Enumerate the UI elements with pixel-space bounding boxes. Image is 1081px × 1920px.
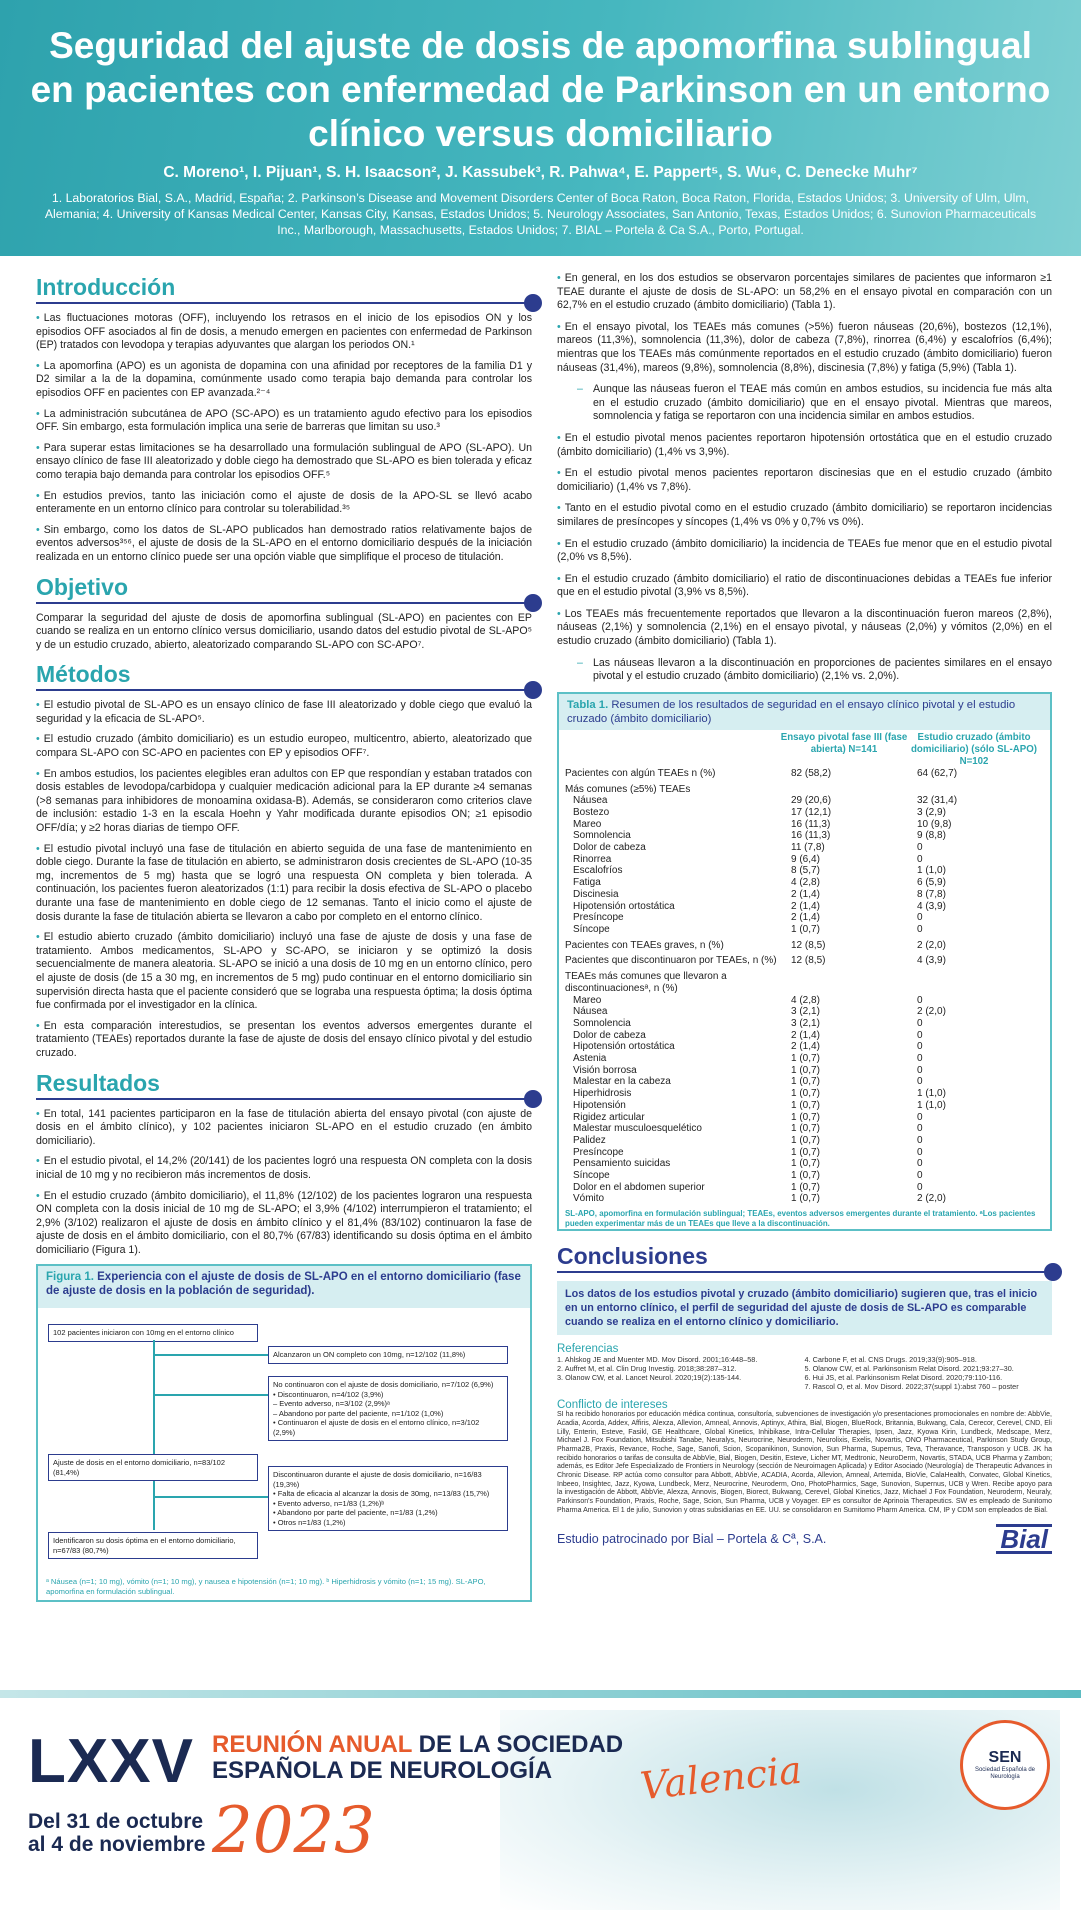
table-row — [559, 830, 1050, 842]
sen-logo-subtext: Sociedad Española de Neurología — [974, 1767, 1036, 1780]
table-row — [559, 877, 1050, 889]
table-cell: Somnolencia — [573, 1017, 631, 1029]
table-cell: 4 (2,8) — [791, 877, 820, 889]
table-cell: 4 (2,8) — [791, 994, 820, 1006]
flow-box-optimal-dose: Identificaron su dosis óptima en el entorno domiciliario, n=67/83 (80,7%) — [48, 1532, 258, 1559]
table-cell: Presíncope — [573, 912, 624, 924]
table-cell: Más comunes (≥5%) TEAEs — [565, 783, 691, 795]
table-caption-text: Resumen de los resultados de seguridad en el ensayo clínico pivotal y el estudio cruzado (ámbito domiciliario) — [567, 698, 1016, 725]
table-row — [559, 1193, 1050, 1205]
table-cell: Malestar musculoesquelético — [573, 1123, 702, 1135]
author-list: C. Moreno¹, I. Pijuan¹, S. H. Isaacson², J. Kassubek³, R. Pahwa⁴, E. Pappert⁵, S. Wu⁶, C. Denecke Muhr⁷ — [163, 164, 918, 181]
table-cell — [779, 784, 909, 796]
reference-item: 1. Ahlskog JE and Muenter MD. Mov Disord. 2001;16:448–58. — [557, 1355, 758, 1365]
table-cell: Bostezo — [573, 806, 610, 818]
section-divider — [36, 1098, 532, 1100]
congress-year: 2023 — [212, 1794, 375, 1868]
table-row — [559, 1088, 1050, 1100]
objective-text: Comparar la seguridad del ajuste de dosis de apomorfina sublingual (SL-APO) en pacientes con EP cuando se realiza en un entorno clínico versus domiciliario, usando datos del estudio pivotal de SL-APO⁵ y de un estudio cruzado, abierto, aleatorizado comparando SL-APO con SC-APO⁷. — [36, 611, 532, 651]
table-row — [559, 924, 1050, 936]
results-paragraph: – Las náuseas llevaron a la discontinuación en proporciones de pacientes similares en el ensayo pivotal y el estudio cruzado (ámbito domiciliario) (2,1% vs. 2,0%). — [557, 657, 1052, 684]
reference-item: 3. Olanow CW, et al. Lancet Neurol. 2020;19(2):135-144. — [557, 1373, 742, 1383]
results-section — [36, 1068, 532, 1258]
table-cell: 0 — [917, 923, 923, 935]
sen-logo — [960, 1720, 1050, 1810]
table-cell: 0 — [917, 1041, 923, 1053]
table-row — [559, 1100, 1050, 1112]
table-cell: 9 (8,8) — [917, 830, 946, 842]
table-cell: Astenia — [573, 1053, 607, 1065]
conclusions-heading: Conclusiones — [557, 1243, 708, 1270]
table-cell: 2 (2,0) — [917, 939, 946, 951]
table-cell: 3 (2,9) — [917, 806, 946, 818]
table-cell: Dolor en el abdomen superior — [573, 1181, 705, 1193]
flow-box-home-titration: Ajuste de dosis en el entorno domiciliario, n=83/102 (81,4%) — [48, 1454, 258, 1481]
table-row — [559, 995, 1050, 1007]
congress-city: Valencia — [638, 1747, 804, 1809]
table-row — [559, 912, 1050, 924]
results-continued — [557, 272, 1052, 684]
references-heading: Referencias — [557, 1343, 619, 1356]
table-row — [559, 807, 1050, 819]
reference-item: 2. Auffret M, et al. Clin Drug Investig. 2018;38:287–312. — [557, 1364, 737, 1374]
references-list — [557, 1355, 1052, 1391]
table-cell: 2 (1,4) — [791, 912, 820, 924]
table-row — [559, 971, 1050, 994]
table-cell: 0 — [917, 1053, 923, 1065]
reference-item: 4. Carbone F, et al. CNS Drugs. 2019;33(9):905–918. — [804, 1355, 977, 1365]
sponsor-text: Estudio patrocinado por Bial – Portela & Cª, S.A. — [557, 1531, 827, 1546]
table-row — [559, 1135, 1050, 1147]
table-row — [559, 1112, 1050, 1124]
table-cell: 0 — [917, 1181, 923, 1193]
section-divider — [557, 1271, 1052, 1273]
table-cell: 0 — [917, 853, 923, 865]
table-cell: 1 (0,7) — [791, 1134, 820, 1146]
table-cell: Somnolencia — [573, 830, 631, 842]
table-row — [559, 1076, 1050, 1088]
table-header-empty — [559, 732, 779, 768]
table-cell: 1 (1,0) — [917, 1088, 946, 1100]
table-row — [559, 819, 1050, 831]
table-row — [559, 1170, 1050, 1182]
table-column-headers — [559, 730, 1050, 768]
table-row — [559, 1018, 1050, 1030]
reference-item: 7. Rascol O, et al. Mov Disord. 2022;37(suppl 1):abst 760 – poster — [804, 1382, 1019, 1392]
flow-connector — [153, 1354, 268, 1356]
table-cell: 1 (0,7) — [791, 1076, 820, 1088]
table-cell — [909, 784, 1039, 796]
table-cell: Escalofríos — [573, 865, 623, 877]
sen-logo-text: SEN — [988, 1749, 1022, 1766]
figure-footnote: ᵃ Náusea (n=1; 10 mg), vómito (n=1; 10 mg), y nausea e hipotensión (n=1; 10 mg). ᵇ Hiperhidrosis y vómito (n=1; 15 mg). SL-APO, apomorfina en formulación sublingual. — [46, 1577, 486, 1596]
table-cell: 12 (8,5) — [791, 955, 826, 967]
figure-label: Figura 1. — [46, 1271, 94, 1284]
conflicts-heading: Conflicto de intereses — [557, 1399, 668, 1412]
dates-line2: al 4 de noviembre — [28, 1833, 206, 1856]
table-cell: 1 (0,7) — [791, 1158, 820, 1170]
methods-heading: Métodos — [36, 661, 131, 688]
table-row — [559, 1041, 1050, 1053]
poster-header — [0, 0, 1081, 256]
table-cell: 1 (1,0) — [917, 865, 946, 877]
table-cell: Rinorrea — [573, 853, 612, 865]
congress-name-highlight: REUNIÓN ANUAL — [212, 1731, 413, 1758]
table-cell: Dolor de cabeza — [573, 842, 646, 854]
table-cell: 16 (11,3) — [791, 830, 831, 842]
table-cell: Palidez — [573, 1134, 606, 1146]
table-row — [559, 1065, 1050, 1077]
results-paragraph: • En el estudio cruzado (ámbito domiciliario) el ratio de discontinuaciones debidas a TEAEs fue inferior que en el estudio pivotal (3,9% vs 8,5%). — [557, 573, 1052, 600]
results-paragraph: • En general, en los dos estudios se observaron porcentajes similares de pacientes que informaron ≥1 TEAE durante el ajuste de dosis de SL-APO: un 58,2% en el ensayo pivotal en comparación con un 62,7% en el estudio cruzado (ámbito domiciliario) (Tabla 1). — [557, 272, 1052, 313]
table-cell: 1 (0,7) — [791, 1088, 820, 1100]
results-paragraph: • Tanto en el estudio pivotal como en el estudio cruzado (ámbito domiciliario) se reportaron incidencias similares de presíncopes y síncopes (1,4% vs 0% y 0,7% vs 0%). — [557, 502, 1052, 529]
flow-connector — [153, 1394, 268, 1396]
table-cell: 10 (9,8) — [917, 818, 952, 830]
table-cell: Síncope — [573, 923, 610, 935]
section-divider — [36, 602, 532, 604]
results-paragraph: – Aunque las náuseas fueron el TEAE más común en ambos estudios, su incidencia fue más alta en el estudio cruzado (ámbito domiciliario) que en el ensayo pivotal. Mientras que mareos, somnolencia y fatiga se reportaron con una incidencia similar en ambos estudios. — [557, 383, 1052, 424]
table-cell: 0 — [917, 1064, 923, 1076]
table-cell: 0 — [917, 1170, 923, 1182]
table-cell: 1 (1,0) — [917, 1099, 946, 1111]
poster-title: Seguridad del ajuste de dosis de apomorfina sublingual en pacientes con enfermedad de Parkinson en un entorno clínico versus domiciliario — [30, 25, 1051, 154]
results-paragraph: • En el estudio pivotal, el 14,2% (20/141) de los pacientes logró una respuesta ON completa con la dosis inicial de 10 mg y no recibieron más incrementos de dosis. — [36, 1155, 532, 1182]
intro-section — [36, 272, 532, 565]
table-cell: 8 (5,7) — [791, 865, 820, 877]
table-row — [559, 854, 1050, 866]
table-cell: 6 (5,9) — [917, 877, 946, 889]
right-column — [557, 272, 1052, 1554]
table-cell: 1 (0,7) — [791, 1146, 820, 1158]
table-row — [559, 1123, 1050, 1135]
table-cell: 2 (1,4) — [791, 1041, 820, 1053]
intro-paragraph: • En estudios previos, tanto las iniciación como el ajuste de dosis de la APO-SL se llevó acabo enteramente en un entorno clínico para controlar su tolerabilidad.³⁵ — [36, 490, 532, 517]
table-cell: Pacientes con TEAEs graves, n (%) — [565, 939, 724, 951]
table-cell: 32 (31,4) — [917, 795, 958, 807]
results-paragraph: • En total, 141 pacientes participaron en la fase de titulación abierta del ensayo pivotal (con ajuste de dosis en el ámbito clínico), y 102 pacientes iniciaron SL-APO en el estudio cruzado (en ámbito domiciliario). — [36, 1108, 532, 1149]
table-cell: Fatiga — [573, 877, 601, 889]
table-header-pivotal: Ensayo pivotal fase III (fase abierta) N=141 — [780, 731, 908, 755]
flow-box-start: 102 pacientes iniciaron con 10mg en el entorno clínico — [48, 1324, 258, 1342]
table-cell: Dolor de cabeza — [573, 1029, 646, 1041]
table-cell — [909, 971, 1039, 994]
congress-footer — [0, 1690, 1081, 1920]
table-cell: 2 (1,4) — [791, 888, 820, 900]
table-cell: 2 (1,4) — [791, 1029, 820, 1041]
table-cell: 0 — [917, 1146, 923, 1158]
congress-dates — [28, 1810, 205, 1856]
table-row — [559, 1147, 1050, 1159]
intro-paragraph: • Para superar estas limitaciones se ha desarrollado una formulación sublingual de APO (SL-APO). Un ensayo clínico de fase III aleatorizado y doble ciego ha demostrado que SL-APO es bien tolerada y eficaz como terapia bajo demanda para controlar los episodios OFF.⁵ — [36, 442, 532, 483]
table-cell: 0 — [917, 1017, 923, 1029]
intro-paragraph: • La apomorfina (APO) es un agonista de dopamina con una afinidad por receptores de la familia D1 y D2 similar a la de la dopamina, comúnmente usado como terapia bajo demanda para controlar los episodios OFF en pacientes con EP avanzada.²⁻⁴ — [36, 360, 532, 401]
results-paragraph: • En el estudio cruzado (ámbito domiciliario), el 11,8% (12/102) de los pacientes lograron una respuesta ON completa con la dosis inicial de 10 mg de SL-APO; el 3,9% (4/102) interrumpieron el tratamiento; el 2,9% (3/102) realizaron el ajuste de dosis en ámbito clínico y el 81,4% (83/102) continuaron la fase de ajuste de dosis en el ámbito domiciliario, con el 80,7% (67/83) identificando su dosis óptima en el ámbito domiciliario (Figura 1). — [36, 1190, 532, 1258]
objective-heading: Objetivo — [36, 573, 129, 600]
table-cell: 3 (2,1) — [791, 1006, 820, 1018]
table-cell: 2 (2,0) — [917, 1193, 946, 1205]
results-paragraph: • En el ensayo pivotal, los TEAEs más comunes (>5%) fueron náuseas (20,6%), bostezos (12,1%), mareos (11,3%), somnolencia (11,3%), dolor de cabeza (7,8%), rinorrea (6,4%) y escalofríos (6,4%); mientras que los TEAEs más comúnmente reportados en el estudio cruzado (ámbito domiciliario) fueron náuseas (31,4%), mareos (9,8%), somnolencia (8,8%), discinesia (7,8%) y fatiga (5,9%) (Tabla 1). — [557, 321, 1052, 375]
table-cell: 1 (0,7) — [791, 1099, 820, 1111]
table-cell: 9 (6,4) — [791, 853, 820, 865]
table-cell: 4 (3,9) — [917, 900, 946, 912]
footer-band — [0, 1690, 1081, 1698]
methods-paragraph: • En ambos estudios, los pacientes elegibles eran adultos con EP que respondían y estaban tratados con dosis estables de levodopa/carbidopa y cualquier medicación adicional para la EP durante ≥4 semanas (>8 semanas para inhibidores de monoamina oxidasa-B). Además, se consideraron como criterios clave de inclusión: estadio 1-3 en la escala Hoehn y Yahr modificada durante episodios ON; ≥1 episodio OFF/día; y ≥2 horas diarias de tiempo OFF. — [36, 768, 532, 836]
table-cell: Visión borrosa — [573, 1064, 637, 1076]
table-cell: 0 — [917, 1111, 923, 1123]
table-row — [559, 1053, 1050, 1065]
methods-paragraph: • El estudio pivotal incluyó una fase de titulación en abierto seguida de una fase de mantenimiento en doble ciego. Durante la fase de titulación en abierto, se administraron dosis crecientes de SL-APO (10-35 mg, incrementos de 5 mg) hasta que se logró una respuesta ON completa y bien tolerada. A continuación, los pacientes fueron aleatorizados (1:1) para recibir la dosis efectiva de SL-APO o placebo durante una fase de mantenimiento en doble ciego de 12 semanas. Tanto el inicio como el ajuste de dosis durante la fase de titulación abierta se llevaron a cabo por completo en el entorno clínico. — [36, 843, 532, 925]
table-cell: Pensamiento suicidas — [573, 1158, 671, 1170]
congress-name-line2: ESPAÑOLA DE NEUROLOGÍA — [212, 1757, 553, 1784]
table-label: Tabla 1. — [567, 698, 609, 711]
table-cell: 64 (62,7) — [917, 767, 958, 779]
affiliations: 1. Laboratorios Bial, S.A., Madrid, España; 2. Parkinson’s Disease and Movement Disorders Center of Boca Raton, Boca Raton, Florida, Estados Unidos; 3. University of Ulm, Ulm, Alemania; 4. University of Kansas Medical Center, Kansas City, Kansas, Estados Unidos; 5. Neurology Associates, San Antonio, Texas, Estados Unidos; 6. Sunovion Pharmaceuticals Inc., Marlborough, Massachusetts, Estados Unidos; 7. BIAL – Portela & Ca S.A., Porto, Portugal. — [44, 191, 1037, 237]
table-cell: Hipotensión — [573, 1099, 626, 1111]
methods-paragraph: • El estudio abierto cruzado (ámbito domiciliario) incluyó una fase de ajuste de dosis y una fase de tratamiento. Ambos medicamentos, SL-APO y SC-APO, se iniciaron y se optimizó la dosis secuencialmente de manera aleatoria. SL-APO se inició a una dosis de 10 mg en un entorno clínico, pero el ajuste de dosis (de 15 a 30 mg, en incrementos de 5 mg) pudo continuar en el entorno domiciliario sin supervisión directa hasta que el paciente consideró que se lograba una respuesta óptima; la dosis óptima fue confirmada por el investigador en la clínica. — [36, 931, 532, 1013]
methods-section — [36, 659, 532, 1060]
table-header-crossover: Estudio cruzado (ámbito domiciliario) (sólo SL-APO) N=102 — [911, 731, 1037, 767]
left-column — [36, 272, 532, 1602]
table-cell: 3 (2,1) — [791, 1017, 820, 1029]
table-cell: 0 — [917, 1123, 923, 1135]
reference-item: 5. Olanow CW, et al. Parkinsonism Relat Disord. 2021;93:27–30. — [804, 1364, 1014, 1374]
conflicts-section — [557, 1399, 1052, 1515]
intro-paragraph: • La administración subcutánea de APO (SC-APO) es un tratamiento agudo efectivo para los episodios OFF. Sin embargo, esta formulación implica una serie de barreras que limitan su uso.³ — [36, 408, 532, 435]
sponsor-line — [557, 1524, 1052, 1554]
table-cell: 1 (0,7) — [791, 1053, 820, 1065]
figure-1 — [36, 1264, 532, 1602]
table-row — [559, 1006, 1050, 1018]
table-cell: 0 — [917, 1134, 923, 1146]
table-cell: 11 (7,8) — [791, 842, 825, 854]
objective-section — [36, 572, 532, 653]
intro-paragraph: • Sin embargo, como los datos de SL-APO publicados han demostrado ratios relativamente bajos de eventos adversos³⁵⁶, el ajuste de dosis de la SL-APO en el entorno domiciliario después de la iniciación realizada en un entorno clínico puede ser una opción viable que simplifique el proceso de titulación. — [36, 524, 532, 565]
table-cell: 0 — [917, 994, 923, 1006]
table-row — [559, 1158, 1050, 1170]
table-cell: Náusea — [573, 795, 608, 807]
results-heading: Resultados — [36, 1069, 160, 1096]
table-cell: Rigidez articular — [573, 1111, 645, 1123]
table-cell: Vómito — [573, 1193, 605, 1205]
table-cell: Malestar en la cabeza — [573, 1076, 671, 1088]
table-cell: 8 (7,8) — [917, 888, 946, 900]
divider-dot-icon — [524, 1090, 542, 1108]
table-cell: Hipotensión ortostática — [573, 900, 675, 912]
table-cell — [779, 971, 909, 994]
flow-box-on-complete: Alcanzaron un ON completo con 10mg, n=12/102 (11,8%) — [268, 1346, 508, 1364]
table-cell: 17 (12,1) — [791, 806, 832, 818]
results-paragraph: • Los TEAEs más frecuentemente reportados que llevaron a la discontinuación fueron mareos (2,8%), náuseas (2,1%) y somnolencia (2,1%) en el ensayo pivotal, y náuseas (2,0%) y vómitos (2,0%) en el estudio cruzado (ámbito domiciliario) (Tabla 1). — [557, 608, 1052, 649]
methods-paragraph: • En esta comparación interestudios, se presentan los eventos adversos emergentes durante el tratamiento (TEAEs) reportados durante la fase de ajuste de dosis del ensayo clínico pivotal y del estudio cruzado. — [36, 1020, 532, 1061]
table-cell: 82 (58,2) — [791, 767, 832, 779]
table-cell: Presíncope — [573, 1146, 624, 1158]
table-cell: Hiperhidrosis — [573, 1088, 632, 1100]
table-cell: 16 (11,3) — [791, 818, 831, 830]
results-paragraph: • En el estudio cruzado (ámbito domiciliario) la incidencia de TEAEs fue menor que en el estudio pivotal (2,0% vs 8,5%). — [557, 538, 1052, 565]
table-row — [559, 1030, 1050, 1042]
table-cell: Discinesia — [573, 888, 619, 900]
flow-connector — [153, 1340, 155, 1530]
table-cell: 12 (8,5) — [791, 939, 826, 951]
table-cell: 1 (0,7) — [791, 1111, 820, 1123]
table-cell: 0 — [917, 912, 923, 924]
results-paragraph: • En el estudio pivotal menos pacientes reportaron discinesias que en el estudio cruzado (ámbito domiciliario) (1,4% vs 7,8%). — [557, 467, 1052, 494]
flow-connector — [153, 1496, 268, 1498]
table-caption — [559, 694, 1050, 730]
methods-paragraph: • El estudio pivotal de SL-APO es un ensayo clínico de fase III aleatorizado y doble ciego que evaluó la seguridad y la eficacia de SL-APO⁵. — [36, 699, 532, 726]
table-cell: Hipotensión ortostática — [573, 1041, 675, 1053]
table-cell: 1 (0,7) — [791, 1181, 820, 1193]
results-paragraph: • En el estudio pivotal menos pacientes reportaron hipotensión ortostática que en el estudio cruzado (ámbito domiciliario) (1,4% vs 3,9%). — [557, 432, 1052, 459]
table-row — [559, 842, 1050, 854]
table-cell: 1 (0,7) — [791, 1064, 820, 1076]
table-cell: 1 (0,7) — [791, 1193, 820, 1205]
references-section — [557, 1343, 1052, 1391]
table-cell: 0 — [917, 842, 923, 854]
table-cell: 2 (2,0) — [917, 1006, 946, 1018]
figure-caption-text: Experiencia con el ajuste de dosis de SL-APO en el entorno domiciliario (fase de ajuste de dosis en la población de seguridad). — [46, 1271, 521, 1298]
table-row — [559, 1182, 1050, 1194]
conclusions-section — [557, 1241, 1052, 1335]
flow-box-not-continued: No continuaron con el ajuste de dosis domiciliario, n=7/102 (6,9%) • Discontinuaron, n=4/102 (3,9%) – Evento adverso, n=3/102 (2,9%)ᵃ – Abandono por parte del paciente, n=1/102 (1,0%) • Continuaron el ajuste de dosis en el entorno clínico, n=3/102 (2,9%) — [268, 1376, 508, 1441]
table-cell: 1 (0,7) — [791, 923, 820, 935]
table-cell: TEAEs más comunes que llevaron a discontinuacionesᵃ, n (%) — [565, 971, 727, 994]
table-cell: 29 (20,6) — [791, 795, 832, 807]
edition-number: LXXV — [28, 1727, 194, 1796]
figure-caption — [38, 1266, 530, 1308]
table-1 — [557, 692, 1052, 1231]
intro-paragraph: • Las fluctuaciones motoras (OFF), incluyendo los retrasos en el inicio de los episodios ON y los episodios OFF asociados al fin de dosis, a menudo emergen en pacientes con enfermedad de Parkinson (EP) tratados con levodopa y terapias adyuvantes que alargan los periodos ON.¹ — [36, 312, 532, 353]
table-cell: 4 (3,9) — [917, 955, 946, 967]
table-row — [559, 955, 1050, 967]
dates-line1: Del 31 de octubre — [28, 1810, 204, 1833]
table-row — [559, 889, 1050, 901]
conflicts-text: SI ha recibido honorarios por educación médica continua, consultoría, subvenciones de investigación y/o presentaciones promocionales en nombre de: AbbVie, Acadia, Acorda, Addex, Affiris, Alexza, Allevion, Amneal, Annovis, Aptinyx, Athira, Bial, Biogen, BlueRock, Britannia, Bukwang, Cala, Cerecor, Cerevel, CND, Eli Lilly, Enterin, Esteve, Fasikl, GE Healthcare, Global Kinetics, Inhibikase, Intra-Cellular Therapies, Ipsen, Jazz, Kyowa Kirin, Lundbeck, Medscape, Merz, Michael J. Fox Foundation, Mitsubishi Tanabe, Neuralys, Neurocrine, Neuroderm, Neurolixis, Exelis, Novartis, ONO Pharmaceutical, Parkinson Study Group, Pharma2B, Praxis, Revance, Roche, Sage, Sanofi, Scion, Scopanikinon, Sunovion, Sun Pharma, Supernus, Teva, Theravance, Transposon y UCB. JK ha recibido honorarios o tarifas de consulta de AbbVie, Bial, Biogen, Desitin, Esteve, Licher MT, Medtronic, NeuroDerm, Novartis, STADA, UCB Pharma y Zambon; además, es Editor Jefe Especializado de Frontiers in Neurology (sección de Neuroimagen Aplicada) y Editor Asociado (Neurología) de Therapeutic Advances in Chronic Disease. RP actúa como consultor para Abbott, AbbVie, ACADIA, Acorda, Allevion, Amneal, Artemida, BioVie, CalaHealth, Convatec, Global Kinetics, Inbeeo, Insightec, Jazz, Kyowa, Lundbeck, Merz, Neurocrine, Neuroderm, Ono, PhotoPharmics, Sage, Sunovion, Supernus, UCB y Wren. Recibe apoyo para la investigación de Abbott, AbbVie, Alexza, Annovis, Biogen, Biorect, Bukwang, Cerevel, Global Kinetics, Jazz, Michael J Fox Foundation, Neuroderm, Neuraly, Parkinson's Foundation, Praxis, Roche, Sage, Scion, Sun Pharma, UCB y Voyager. EP es consultor de Aprinoia Therapeutics. SW es empleado de Sunitomo Pharma America. El 1 de julio, Sunovion y otras subsidiarias en EE. UU. se consolidaron en Sumitomo Pharm America. CM, IP y CDM son empleados de Bial. — [557, 1411, 1053, 1514]
table-row — [559, 784, 1050, 796]
intro-heading: Introducción — [36, 274, 176, 300]
references-right — [805, 1355, 1053, 1391]
divider-dot-icon — [524, 681, 542, 699]
congress-name — [212, 1732, 623, 1784]
bial-logo: Bial — [996, 1524, 1052, 1554]
table-body — [559, 768, 1050, 1205]
table-cell: 1 (0,7) — [791, 1170, 820, 1182]
table-cell: Pacientes con algún TEAEs n (%) — [565, 767, 716, 779]
flow-box-discontinued-home: Discontinuaron durante el ajuste de dosis domiciliario, n=16/83 (19,3%) • Falta de eficacia al alcanzar la dosis de 30mg, n=13/83 (15,7%) • Evento adverso, n=1/83 (1,2%)ᵇ • Abandono por parte del paciente, n=1/83 (1,2%) • Otros n=1/83 (1,2%) — [268, 1466, 508, 1531]
methods-paragraph: • El estudio cruzado (ámbito domiciliario) es un estudio europeo, multicentro, abierto, aleatorizado que compara SL-APO con SC-APO en pacientes con EP y episodios OFF⁷. — [36, 733, 532, 760]
table-cell: 2 (1,4) — [791, 900, 820, 912]
conclusions-text: Los datos de los estudios pivotal y cruzado (ámbito domiciliario) sugieren que, tras el inicio en un entorno clínico, el perfil de seguridad del ajuste de dosis de SL-APO es comparable cuando se realiza en el entorno clínico y domiciliario. — [557, 1281, 1052, 1335]
table-row — [559, 940, 1050, 952]
table-cell: Síncope — [573, 1170, 610, 1182]
divider-dot-icon — [1044, 1263, 1062, 1281]
table-cell: 0 — [917, 1076, 923, 1088]
references-left — [557, 1355, 805, 1391]
table-row — [559, 768, 1050, 780]
table-cell: 1 (0,7) — [791, 1123, 820, 1135]
section-divider — [36, 302, 532, 304]
reference-item: 6. Hui JS, et al. Parkinsonism Relat Disord. 2020;79:110-116. — [804, 1373, 1003, 1383]
table-row — [559, 795, 1050, 807]
table-row — [559, 901, 1050, 913]
table-cell: Mareo — [573, 994, 602, 1006]
table-cell: 0 — [917, 1158, 923, 1170]
table-row — [559, 865, 1050, 877]
table-cell: Náusea — [573, 1006, 608, 1018]
divider-dot-icon — [524, 294, 542, 312]
table-cell: Pacientes que discontinuaron por TEAEs, n (%) — [565, 955, 777, 967]
divider-dot-icon — [524, 594, 542, 612]
congress-name-rest: DE LA SOCIEDAD — [412, 1731, 624, 1758]
table-cell: Mareo — [573, 818, 602, 830]
table-cell: 0 — [917, 1029, 923, 1041]
table-footnote: SL-APO, apomorfina en formulación sublingual; TEAEs, eventos adversos emergentes durante el tratamiento. ᵃLos pacientes pueden experimentar más de un TEAEs que lleve a la discontinuación. — [565, 1209, 1036, 1229]
section-divider — [36, 689, 532, 691]
